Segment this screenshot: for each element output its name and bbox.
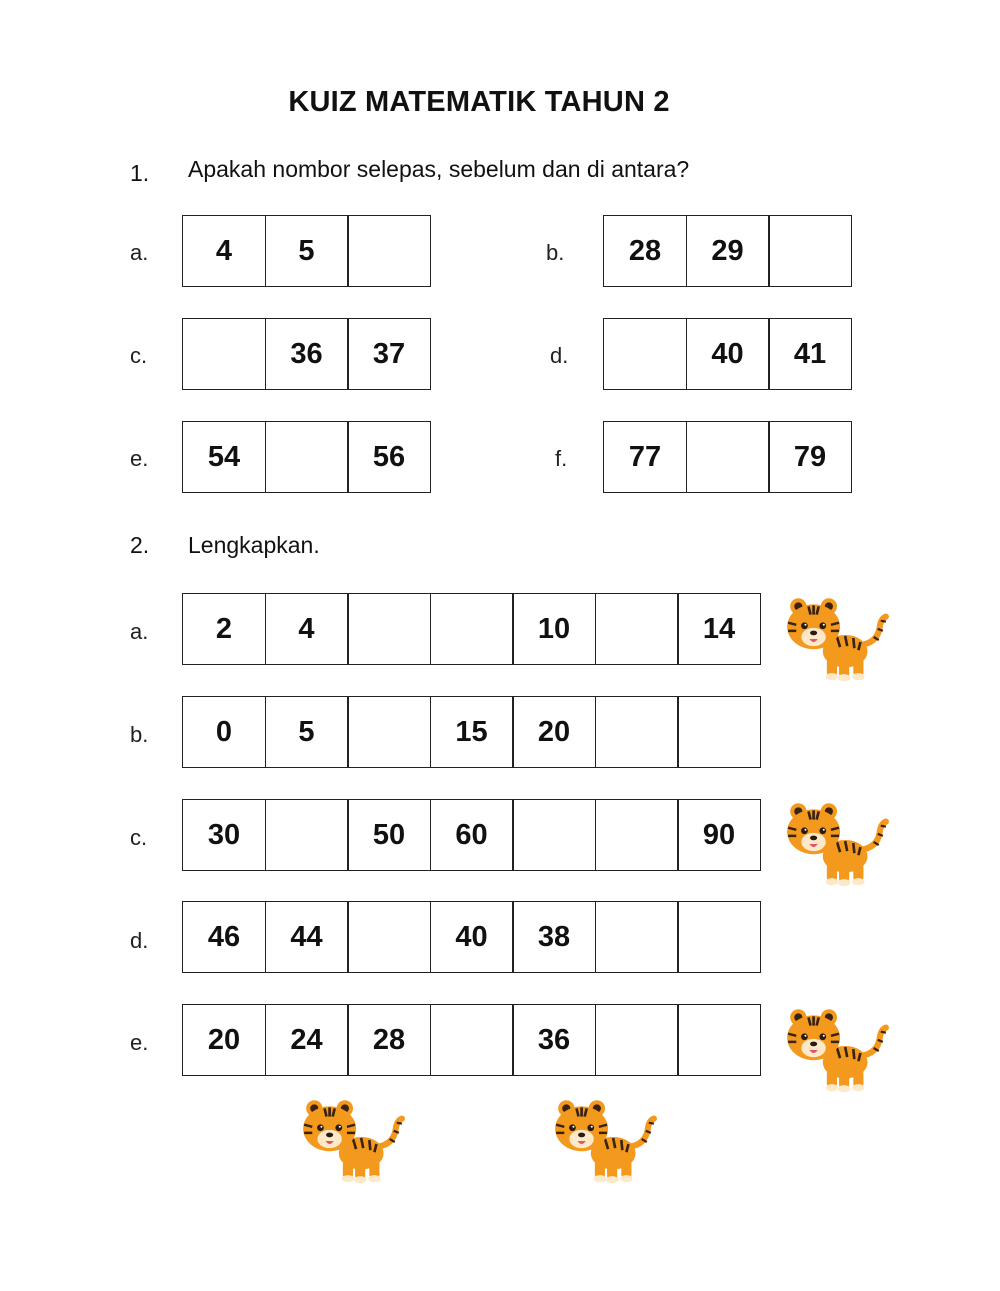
number-cell: 20: [512, 696, 596, 768]
number-cell: 60: [430, 799, 514, 871]
answer-box[interactable]: [347, 901, 431, 973]
number-cell: 44: [265, 901, 349, 973]
q1-row-label: f.: [555, 446, 568, 471]
number-cell: 24: [265, 1004, 349, 1076]
q2-row-label: d.: [130, 928, 149, 953]
answer-input[interactable]: [352, 222, 426, 280]
tiger-icon: [780, 592, 892, 684]
page-title: KUIZ MATEMATIK TAHUN 2: [288, 86, 670, 118]
answer-box[interactable]: [677, 1004, 761, 1076]
number-cell: 40: [430, 901, 514, 973]
answer-input[interactable]: [600, 806, 674, 864]
answer-box[interactable]: [595, 901, 679, 973]
q1-row-label: a.: [130, 240, 149, 265]
number-cell: 50: [347, 799, 431, 871]
answer-input[interactable]: [773, 222, 847, 280]
question-1-text: Apakah nombor selepas, sebelum dan di antara?: [188, 156, 690, 182]
answer-box[interactable]: [265, 421, 349, 493]
tiger-icon: [548, 1094, 660, 1186]
answer-box[interactable]: [595, 1004, 679, 1076]
number-cell: 4: [182, 215, 266, 287]
answer-input[interactable]: [352, 600, 426, 658]
answer-box[interactable]: [430, 593, 514, 665]
answer-input[interactable]: [682, 1011, 756, 1069]
answer-box[interactable]: [182, 318, 266, 390]
number-cell: 46: [182, 901, 266, 973]
answer-box[interactable]: [677, 901, 761, 973]
q1-number-row: [182, 215, 431, 287]
q2-number-row: [182, 1004, 761, 1076]
answer-input[interactable]: [600, 600, 674, 658]
number-cell: 79: [768, 421, 852, 493]
q2-row-label: b.: [130, 722, 149, 747]
question-2-number: 2.: [130, 532, 150, 558]
answer-input[interactable]: [352, 703, 426, 761]
q2-number-row: [182, 901, 761, 973]
answer-box[interactable]: [347, 696, 431, 768]
q2-row-label: a.: [130, 619, 149, 644]
answer-input[interactable]: [517, 806, 591, 864]
number-cell: 36: [512, 1004, 596, 1076]
q1-number-row: [603, 421, 852, 493]
q1-number-row: [603, 215, 852, 287]
number-cell: 5: [265, 696, 349, 768]
number-cell: 38: [512, 901, 596, 973]
answer-input[interactable]: [187, 325, 261, 383]
number-cell: 40: [686, 318, 770, 390]
number-cell: 30: [182, 799, 266, 871]
answer-box[interactable]: [512, 799, 596, 871]
q1-row-label: e.: [130, 446, 149, 471]
q1-row-label: c.: [130, 343, 148, 368]
q2-number-row: [182, 799, 761, 871]
tiger-icon: [296, 1094, 408, 1186]
answer-box[interactable]: [595, 696, 679, 768]
q1-number-row: [182, 421, 431, 493]
answer-box[interactable]: [768, 215, 852, 287]
tiger-icon: [780, 1003, 892, 1095]
number-cell: 36: [265, 318, 349, 390]
number-cell: 20: [182, 1004, 266, 1076]
answer-box[interactable]: [677, 696, 761, 768]
q2-number-row: [182, 696, 761, 768]
q2-number-row: [182, 593, 761, 665]
q1-number-row: [182, 318, 431, 390]
number-cell: 0: [182, 696, 266, 768]
answer-input[interactable]: [270, 806, 344, 864]
answer-box[interactable]: [686, 421, 770, 493]
answer-input[interactable]: [682, 908, 756, 966]
number-cell: 56: [347, 421, 431, 493]
question-1-number: 1.: [130, 160, 150, 186]
answer-box[interactable]: [347, 215, 431, 287]
number-cell: 77: [603, 421, 687, 493]
number-cell: 28: [603, 215, 687, 287]
number-cell: 4: [265, 593, 349, 665]
answer-box[interactable]: [595, 799, 679, 871]
answer-input[interactable]: [682, 703, 756, 761]
number-cell: 2: [182, 593, 266, 665]
answer-input[interactable]: [435, 1011, 509, 1069]
number-cell: 54: [182, 421, 266, 493]
number-cell: 41: [768, 318, 852, 390]
number-cell: 10: [512, 593, 596, 665]
number-cell: 29: [686, 215, 770, 287]
q1-row-label: b.: [546, 240, 565, 265]
answer-input[interactable]: [600, 1011, 674, 1069]
number-cell: 14: [677, 593, 761, 665]
number-cell: 15: [430, 696, 514, 768]
answer-input[interactable]: [691, 428, 765, 486]
q2-row-label: c.: [130, 825, 148, 850]
answer-input[interactable]: [600, 703, 674, 761]
number-cell: 90: [677, 799, 761, 871]
answer-input[interactable]: [352, 908, 426, 966]
number-cell: 5: [265, 215, 349, 287]
question-2-text: Lengkapkan.: [188, 532, 320, 558]
tiger-icon: [780, 797, 892, 889]
number-cell: 37: [347, 318, 431, 390]
answer-input[interactable]: [435, 600, 509, 658]
answer-input[interactable]: [600, 908, 674, 966]
q2-row-label: e.: [130, 1030, 149, 1055]
answer-box[interactable]: [595, 593, 679, 665]
answer-input[interactable]: [270, 428, 344, 486]
answer-box[interactable]: [265, 799, 349, 871]
q1-number-row: [603, 318, 852, 390]
answer-box[interactable]: [430, 1004, 514, 1076]
answer-box[interactable]: [347, 593, 431, 665]
q1-row-label: d.: [550, 343, 569, 368]
answer-box[interactable]: [603, 318, 687, 390]
number-cell: 28: [347, 1004, 431, 1076]
answer-input[interactable]: [608, 325, 682, 383]
